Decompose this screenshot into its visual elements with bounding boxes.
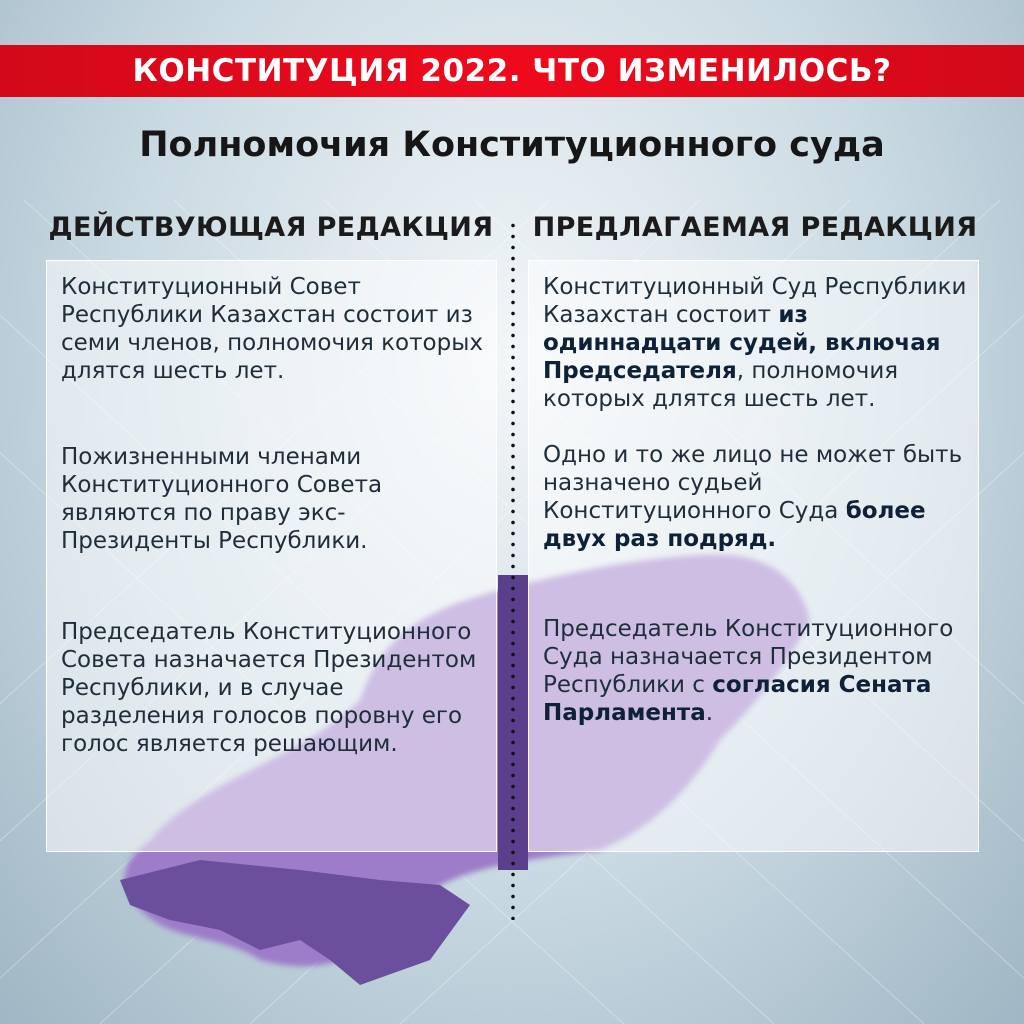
proposed-p2-highlight: более двух раз подряд. — [543, 498, 926, 552]
page-subtitle: Полномочия Конституционного суда — [139, 125, 885, 165]
proposed-p2-text-a: Одно и то же лицо не может быть назначено судьей Конституционного Суда — [543, 442, 963, 524]
proposed-edition-heading: ПРЕДЛАГАЕМАЯ РЕДАКЦИЯ — [532, 212, 978, 243]
header-banner — [0, 45, 1024, 97]
proposed-p1-text-a: Конституционный Суд Республики Казахстан состоит — [543, 274, 967, 328]
proposed-p3-highlight: согласия Сената Парламента — [543, 672, 932, 726]
proposed-paragraph-2 — [543, 441, 968, 553]
proposed-p1-highlight: из одиннадцати судей, включая Председателя — [543, 302, 941, 384]
current-paragraph-2: Пожизненными членами Конституционного Совета являются по праву экс-Президенты Республики. — [61, 444, 383, 554]
proposed-paragraph-1 — [543, 273, 968, 413]
current-edition-panel — [46, 260, 497, 852]
proposed-p3-text-a: Председатель Конституционного Суда назначается Президентом Республики с — [543, 616, 954, 698]
current-edition-heading: ДЕЙСТВУЮЩАЯ РЕДАКЦИЯ — [48, 212, 494, 243]
header-title: КОНСТИТУЦИЯ 2022. ЧТО ИЗМЕНИЛОСЬ? — [132, 53, 892, 89]
proposed-p3-text-b: . — [705, 700, 714, 726]
current-paragraph-1: Конституционный Совет Республики Казахстан состоит из семи членов, полномочия которых длятся шесть лет. — [61, 274, 483, 384]
proposed-p1-text-b: , полномочия которых длятся шесть лет. — [543, 358, 899, 412]
current-paragraph-3: Председатель Конституционного Совета назначается Президентом Республики, и в случае разделения голосов поровну его голос является решающим. — [61, 619, 477, 757]
dotted-divider — [510, 220, 516, 920]
proposed-edition-panel — [528, 260, 979, 852]
proposed-paragraph-3 — [543, 615, 968, 727]
